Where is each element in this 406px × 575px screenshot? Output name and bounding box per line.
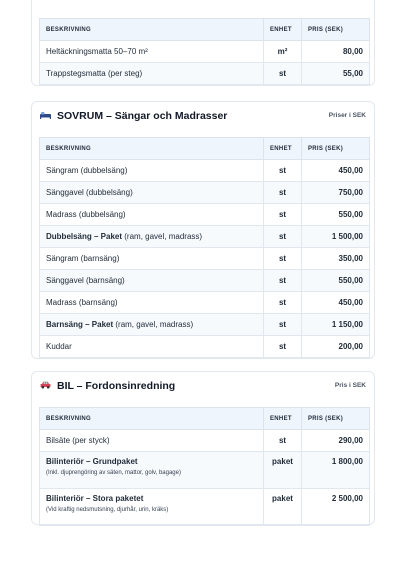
price-card-bedroom	[31, 101, 375, 359]
table-row	[40, 430, 370, 452]
package-details: (Inkl. djuprengöring av säten, mattor, golv, bagage)	[46, 470, 181, 476]
price-table	[39, 137, 370, 358]
row-unit: st	[264, 292, 302, 314]
row-unit: st	[264, 336, 302, 358]
table-header-row	[40, 19, 370, 41]
table-row	[40, 248, 370, 270]
table-row	[40, 182, 370, 204]
package-name: Barnsäng – Paket	[46, 320, 114, 329]
table-row	[40, 226, 370, 248]
row-unit: paket	[264, 452, 302, 489]
row-unit: st	[264, 160, 302, 182]
package-name: Bilinteriör – Stora paketet	[46, 494, 144, 503]
row-description	[40, 314, 264, 336]
row-description: Sänggavel (barnsäng)	[40, 270, 264, 292]
price-card-car	[31, 371, 375, 525]
price-table	[39, 18, 370, 85]
currency-note: Pris i SEK	[334, 382, 366, 389]
row-price: 1 800,00	[302, 452, 370, 489]
col-header-unit: ENHET	[264, 408, 302, 430]
package-contents: (ram, gavel, madrass)	[122, 232, 203, 241]
table-row	[40, 41, 370, 63]
row-unit: st	[264, 270, 302, 292]
card-header	[32, 102, 374, 132]
row-description: Bilsäte (per styck)	[40, 430, 264, 452]
table-header-row	[40, 408, 370, 430]
row-description	[40, 452, 264, 489]
row-unit: st	[264, 430, 302, 452]
row-unit: st	[264, 226, 302, 248]
section-title	[40, 380, 175, 392]
table-row	[40, 204, 370, 226]
package-name: Bilinteriör – Grundpaket	[46, 457, 138, 466]
price-card-carpets	[31, 0, 375, 86]
table-row	[40, 336, 370, 358]
table-row	[40, 489, 370, 526]
row-price: 450,00	[302, 292, 370, 314]
row-description: Sängram (dubbelsäng)	[40, 160, 264, 182]
col-header-price: PRIS (SEK)	[302, 138, 370, 160]
col-header-unit: ENHET	[264, 138, 302, 160]
table-row	[40, 63, 370, 85]
row-price: 750,00	[302, 182, 370, 204]
row-unit: st	[264, 204, 302, 226]
row-description: Heltäckningsmatta 50–70 m²	[40, 41, 264, 63]
row-unit: st	[264, 63, 302, 85]
table-header-row	[40, 138, 370, 160]
table-row	[40, 160, 370, 182]
package-name: Dubbelsäng – Paket	[46, 232, 123, 241]
row-price: 200,00	[302, 336, 370, 358]
row-price: 55,00	[302, 63, 370, 85]
col-header-unit: ENHET	[264, 19, 302, 41]
package-contents: (ram, gavel, madrass)	[113, 320, 194, 329]
row-unit: st	[264, 248, 302, 270]
package-details: (Vid kraftig nedsmutsning, djurhår, urin, kräks)	[46, 507, 169, 513]
table-row	[40, 270, 370, 292]
col-header-price: PRIS (SEK)	[302, 408, 370, 430]
table-row	[40, 292, 370, 314]
row-unit: paket	[264, 489, 302, 526]
row-description: Sänggavel (dubbelsäng)	[40, 182, 264, 204]
currency-note: Priser i SEK	[328, 112, 366, 119]
row-price: 290,00	[302, 430, 370, 452]
row-price: 2 500,00	[302, 489, 370, 526]
table-row	[40, 314, 370, 336]
col-header-description: BESKRIVNING	[40, 138, 264, 160]
section-title-text: BIL – Fordonsinredning	[57, 380, 176, 392]
price-table	[39, 407, 370, 526]
card-header	[32, 372, 374, 402]
table-row	[40, 452, 370, 489]
row-price: 350,00	[302, 248, 370, 270]
row-description	[40, 226, 264, 248]
col-header-description: BESKRIVNING	[40, 19, 264, 41]
section-title	[40, 110, 227, 122]
col-header-description: BESKRIVNING	[40, 408, 264, 430]
row-description: Sängram (barnsäng)	[40, 248, 264, 270]
row-description: Trappstegsmatta (per steg)	[40, 63, 264, 85]
row-price: 550,00	[302, 204, 370, 226]
row-price: 1 500,00	[302, 226, 370, 248]
car-icon	[40, 381, 52, 392]
row-price: 450,00	[302, 160, 370, 182]
section-title-text: SOVRUM – Sängar och Madrasser	[57, 110, 228, 122]
row-price: 1 150,00	[302, 314, 370, 336]
row-unit: st	[264, 314, 302, 336]
row-description: Madrass (barnsäng)	[40, 292, 264, 314]
row-description: Madrass (dubbelsäng)	[40, 204, 264, 226]
bed-icon	[40, 111, 52, 122]
row-price: 550,00	[302, 270, 370, 292]
col-header-price: PRIS (SEK)	[302, 19, 370, 41]
row-description	[40, 489, 264, 526]
row-unit: st	[264, 182, 302, 204]
row-unit: m²	[264, 41, 302, 63]
row-price: 80,00	[302, 41, 370, 63]
row-description: Kuddar	[40, 336, 264, 358]
